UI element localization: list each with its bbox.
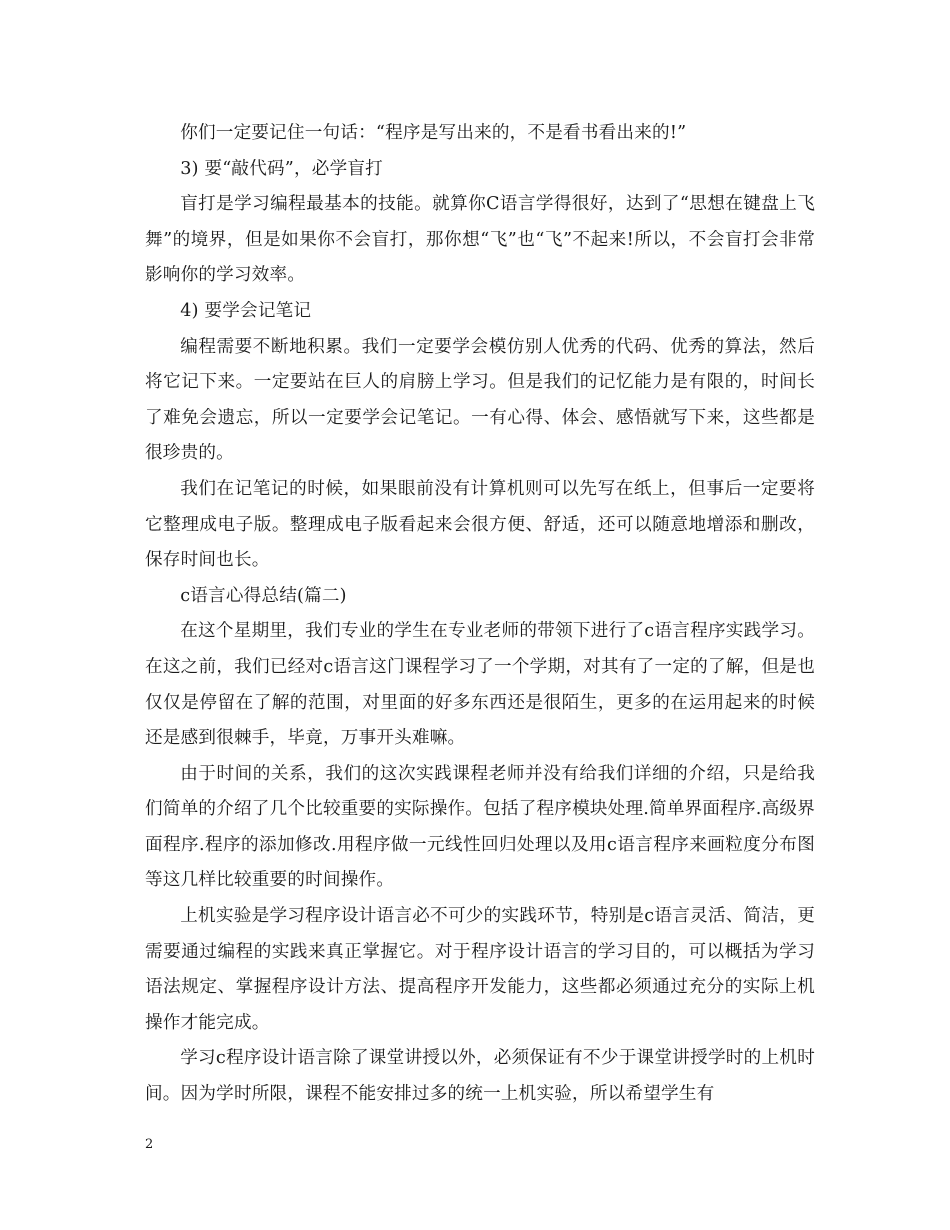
paragraph-accumulate: 编程需要不断地积累。我们一定要学会模仿别人优秀的代码、优秀的算法，然后将它记下来。一定要站在巨人的肩膀上学习。但是我们的记忆能力是有限的，时间长了难免会遗忘，所以一定要学会记笔记。一有心得、体会、感悟就写下来，这些都是很珍贵的。 [145,336,815,464]
document-body [145,116,815,1113]
page-number: 2 [145,1137,154,1152]
paragraph-quote: 你们一定要记住一句话：“程序是写出来的，不是看书看出来的!” [180,123,687,143]
heading-summary-part-two: c语言心得总结(篇二) [180,585,347,606]
paragraph-lab-hours: 学习c程序设计语言除了课堂讲授以外，必须保证有不少于课堂讲授学时的上机时间。因为学时所限，课程不能安排过多的统一上机实验，所以希望学生有 [145,1048,815,1105]
heading-take-notes: 4) 要学会记笔记 [180,300,312,321]
paragraph-practice-week: 在这个星期里，我们专业的学生在专业老师的带领下进行了c语言程序实践学习。在这之前，我们已经对c语言这门课程学习了一个学期，对其有了一定的了解，但是也仅仅是停留在了解的范围，对里面的好多东西还是很陌生，更多的在运用起来的时候还是感到很棘手，毕竟，万事开头难嘛。 [145,621,815,749]
paragraph-time-limits: 由于时间的关系，我们的这次实践课程老师并没有给我们详细的介绍，只是给我们简单的介绍了几个比较重要的实际操作。包括了程序模块处理.简单界面程序.高级界面程序.程序的添加修改.用程序做一元线性回归处理以及用c语言程序来画粒度分布图等这几样比较重要的时间操作。 [145,763,815,891]
paragraph-blind-typing: 盲打是学习编程最基本的技能。就算你C语言学得很好，达到了“思想在键盘上飞舞”的境界，但是如果你不会盲打，那你想“飞”也“飞”不起来!所以，不会盲打会非常影响你的学习效率。 [145,194,815,286]
paragraph-notes-electronic: 我们在记笔记的时候，如果眼前没有计算机则可以先写在纸上，但事后一定要将它整理成电子版。整理成电子版看起来会很方便、舒适，还可以随意地增添和删改，保存时间也长。 [145,478,815,571]
paragraph-lab-experiment: 上机实验是学习程序设计语言必不可少的实践环节，特别是c语言灵活、简洁，更需要通过编程的实践来真正掌握它。对于程序设计语言的学习目的，可以概括为学习语法规定、掌握程序设计方法、提高程序开发能力，这些都必须通过充分的实际上机操作才能完成。 [145,906,815,1033]
heading-blind-typing: 3) 要“敲代码”，必学盲打 [180,158,383,179]
